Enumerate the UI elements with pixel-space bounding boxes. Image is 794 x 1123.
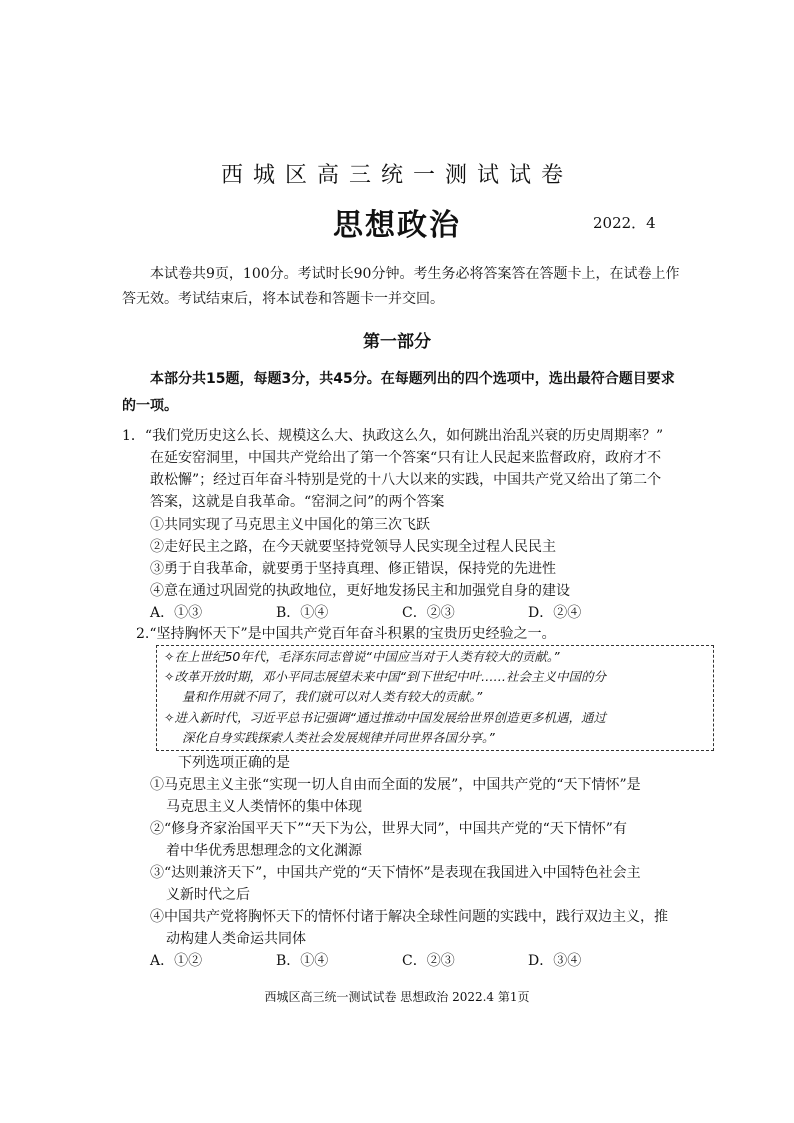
exam-title: 西城区高三统一测试试卷 xyxy=(220,163,573,188)
q2-options xyxy=(150,950,654,972)
q2-quote-2b: 量和作用就不同了，我们就可以对人类有较大的贡献。” xyxy=(182,689,483,704)
q1-option-a[interactable]: A．①③ xyxy=(150,605,203,621)
q1-stem-line-4: 答案，这就是自我革命。“窑洞之问”的两个答案 xyxy=(150,494,445,510)
q2-quote-3b: 深化自身实践探索人类社会发展规律并同世界各国分享。” xyxy=(182,730,495,745)
q1-statement-2: ②走好民主之路，在今天就要坚持党领导人民实现全过程人民民主 xyxy=(150,539,556,555)
q2-statement-1a: ①马克思主义主张“实现一切人自由而全面的发展”，中国共产党的“天下情怀”是 xyxy=(150,777,641,793)
q1-stem-line-1: 1．“我们党历史这么长、规模这么大、执政这么久，如何跳出治乱兴衰的历史周期率？” xyxy=(122,428,664,444)
part-intro-line-1: 本部分共15题，每题3分，共45分。在每题列出的四个选项中，选出最符合题目要求 xyxy=(150,371,675,387)
q2-prompt: 下列选项正确的是 xyxy=(178,755,290,771)
q2-statement-2a: ②“修身齐家治国平天下”“天下为公，世界大同”，中国共产党的“天下情怀”有 xyxy=(150,821,627,837)
q1-option-d[interactable]: D．②④ xyxy=(528,605,582,621)
q1-statement-3: ③勇于自我革命，就要勇于坚持真理、修正错误，保持党的先进性 xyxy=(150,561,556,577)
q2-statement-4a: ④中国共产党将胸怀天下的情怀付诸于解决全球性问题的实践中，践行双边主义，推 xyxy=(150,909,668,925)
exam-date: 2022．4 xyxy=(593,214,656,232)
q2-option-b[interactable]: B．①④ xyxy=(276,953,329,969)
q1-option-b[interactable]: B．①④ xyxy=(276,605,329,621)
instructions-line-2: 答无效。考试结束后，将本试卷和答题卡一并交回。 xyxy=(122,291,444,307)
q1-stem-line-2: 在延安窑洞里，中国共产党给出了第一个答案“只有让人民起来监督政府，政府才不 xyxy=(150,450,662,466)
instructions-line-1: 本试卷共9页，100分。考试时长90分钟。考生务必将答案答在答题卡上，在试卷上作 xyxy=(150,266,680,282)
part-intro-line-2: 的一项。 xyxy=(122,398,178,414)
q1-option-c[interactable]: C．②③ xyxy=(402,605,455,621)
q2-stem: 2.“坚持胸怀天下”是中国共产党百年奋斗积累的宝贵历史经验之一。 xyxy=(136,626,556,642)
q2-quote-3a: ✧进入新时代，习近平总书记强调“通过推动中国发展给世界创造更多机遇，通过 xyxy=(164,710,606,725)
part-heading: 第一部分 xyxy=(363,332,431,352)
page-footer: 西城区高三统一测试试卷 思想政治 2022.4 第1页 xyxy=(264,990,530,1004)
subject-title: 思想政治 xyxy=(333,208,461,243)
q2-statement-1b: 马克思主义人类情怀的集中体现 xyxy=(166,799,362,815)
q1-stem-line-3: 敢松懈”；经过百年奋斗特别是党的十八大以来的实践，中国共产党又给出了第二个 xyxy=(150,472,662,488)
q2-statement-3a: ③“达则兼济天下”，中国共产党的“天下情怀”是表现在我国进入中国特色社会主 xyxy=(150,865,641,881)
q1-options xyxy=(150,602,654,624)
q1-statement-4: ④意在通过巩固党的执政地位，更好地发扬民主和加强党自身的建设 xyxy=(150,583,570,599)
q2-statement-3b: 义新时代之后 xyxy=(166,887,250,903)
q2-statement-4b: 动构建人类命运共同体 xyxy=(166,931,306,947)
q2-option-d[interactable]: D．③④ xyxy=(528,953,582,969)
q2-quote-1: ✧在上世纪50年代，毛泽东同志曾说“中国应当对于人类有较大的贡献。” xyxy=(164,649,560,664)
q2-quote-2a: ✧改革开放时期，邓小平同志展望未来中国“到下世纪中叶……社会主义中国的分 xyxy=(164,669,606,684)
q2-statement-2b: 着中华优秀思想理念的文化渊源 xyxy=(166,843,362,859)
q1-statement-1: ①共同实现了马克思主义中国化的第三次飞跃 xyxy=(150,517,430,533)
q2-option-c[interactable]: C．②③ xyxy=(402,953,455,969)
q2-option-a[interactable]: A．①② xyxy=(150,953,203,969)
